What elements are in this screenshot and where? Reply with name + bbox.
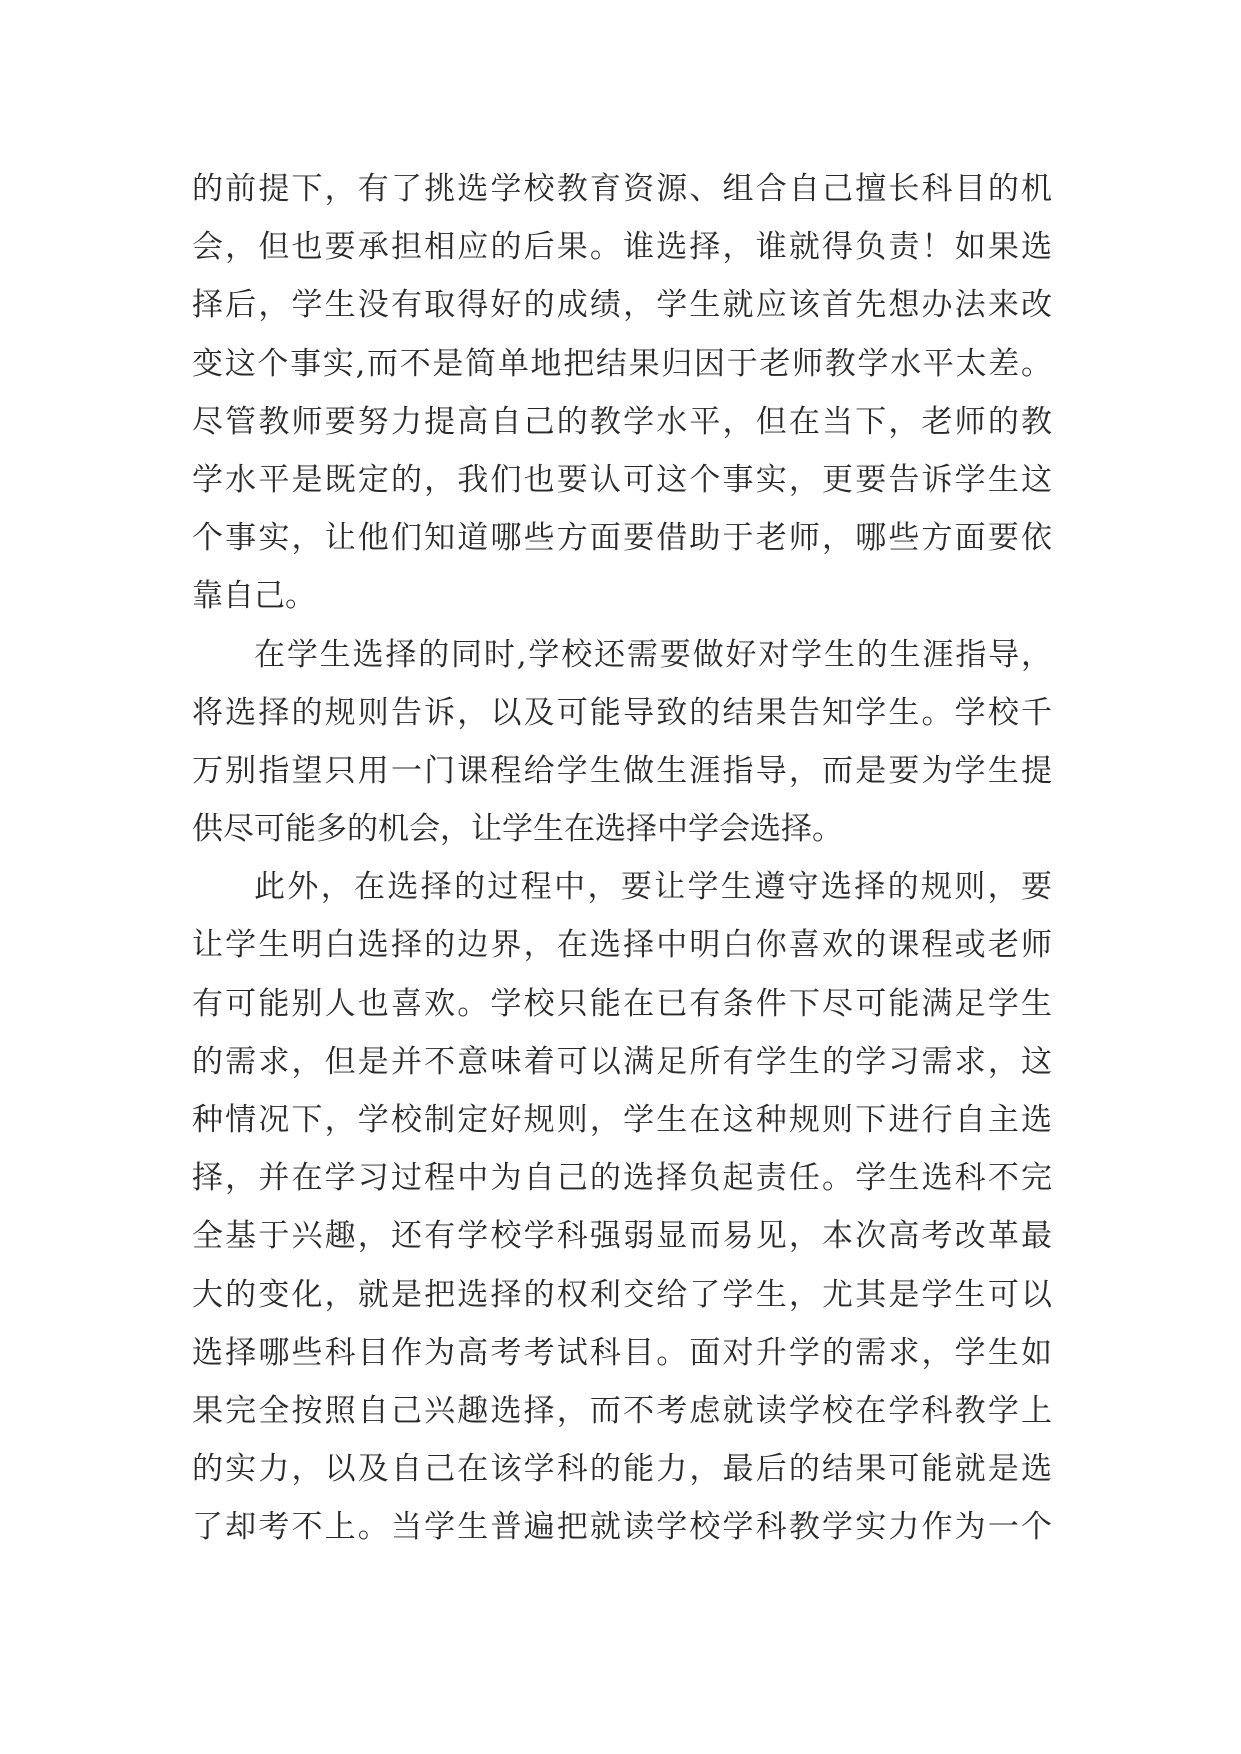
text-line: 个事实，让他们知道哪些方面要借助于老师，哪些方面要依 xyxy=(192,520,1052,557)
body-text xyxy=(192,160,1052,1557)
text-line: 有可能别人也喜欢。学校只能在已有条件下尽可能满足学生 xyxy=(192,985,1052,1022)
text-line: 会，但也要承担相应的后果。谁选择，谁就得负责！如果选 xyxy=(192,229,1052,266)
text-line: 学水平是既定的，我们也要认可这个事实，更要告诉学生这 xyxy=(192,461,1052,498)
text-line: 全基于兴趣，还有学校学科强弱显而易见，本次高考改革最 xyxy=(192,1218,1052,1255)
text-line: 变这个事实,而不是简单地把结果归因于老师教学水平太差。 xyxy=(192,345,1052,382)
text-line: 靠自己。 xyxy=(192,578,316,615)
text-line: 果完全按照自己兴趣选择，而不考虑就读学校在学科教学上 xyxy=(192,1392,1052,1429)
text-line: 让学生明白选择的边界，在选择中明白你喜欢的课程或老师 xyxy=(192,927,1052,964)
text-line: 的实力，以及自己在该学科的能力，最后的结果可能就是选 xyxy=(192,1451,1052,1488)
text-line: 种情况下，学校制定好规则，学生在这种规则下进行自主选 xyxy=(192,1102,1052,1138)
text-line: 的前提下，有了挑选学校教育资源、组合自己擅长科目的机 xyxy=(192,171,1052,207)
text-line: 大的变化，就是把选择的权利交给了学生，尤其是学生可以 xyxy=(192,1276,1052,1313)
text-line: 供尽可能多的机会，让学生在选择中学会选择。 xyxy=(192,811,843,848)
text-line: 了却考不上。当学生普遍把就读学校学科教学实力作为一个 xyxy=(192,1509,1052,1546)
text-line: 尽管教师要努力提高自己的教学水平，但在当下，老师的教 xyxy=(192,403,1052,440)
text-line: 将选择的规则告诉，以及可能导致的结果告知学生。学校千 xyxy=(192,694,1052,731)
text-line: 择后，学生没有取得好的成绩，学生就应该首先想办法来改 xyxy=(192,287,1052,324)
text-line: 选择哪些科目作为高考考试科目。面对升学的需求，学生如 xyxy=(192,1334,1052,1371)
text-line: 在学生选择的同时,学校还需要做好对学生的生涯指导， xyxy=(254,636,1052,673)
text-line: 的需求，但是并不意味着可以满足所有学生的学习需求，这 xyxy=(192,1043,1052,1080)
text-line: 此外，在选择的过程中，要让学生遵守选择的规则，要 xyxy=(254,869,1052,906)
text-line: 择，并在学习过程中为自己的选择负起责任。学生选科不完 xyxy=(192,1160,1052,1197)
text-line: 万别指望只用一门课程给学生做生涯指导，而是要为学生提 xyxy=(192,752,1052,789)
